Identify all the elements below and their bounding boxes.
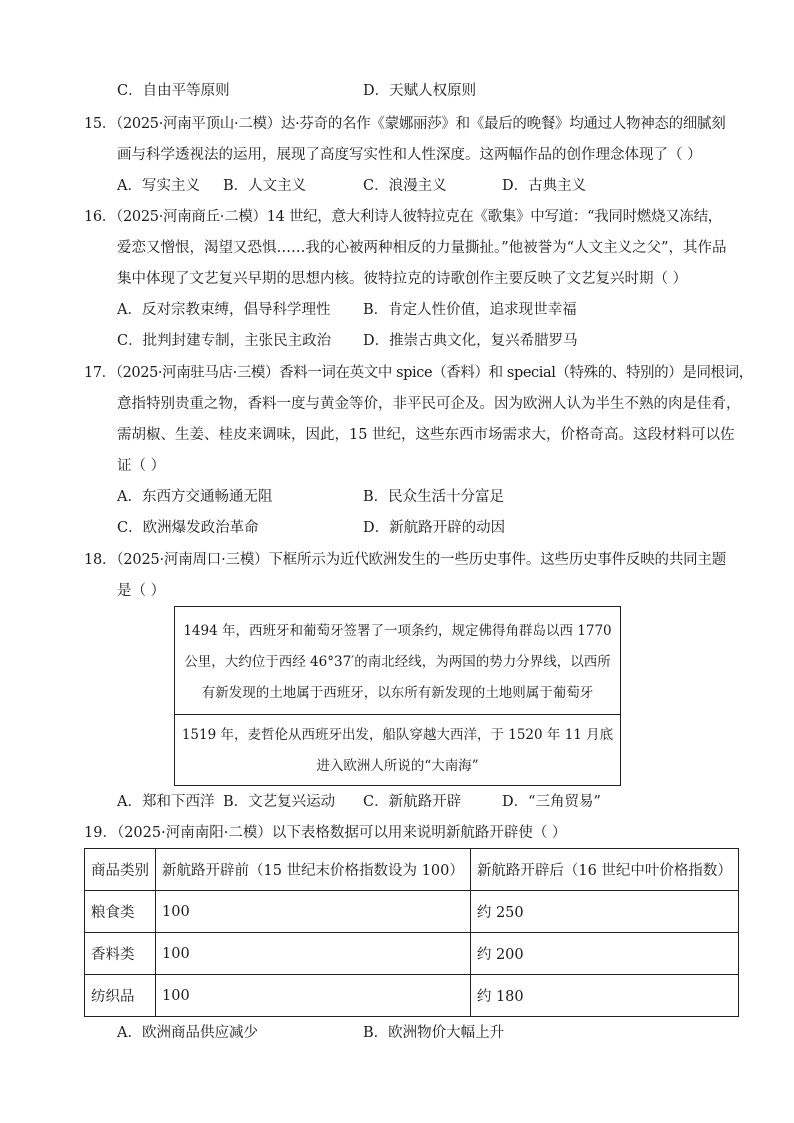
- q18-event-divider: [175, 714, 620, 782]
- q15-option-a: A．写实主义: [117, 178, 200, 194]
- table-header-cell: 商品类别: [85, 849, 156, 891]
- q17-option-a: A．东西方交通畅通无阻: [117, 489, 273, 505]
- q18-event2-line2: 进入欧洲人所说的“大南海”: [316, 758, 479, 774]
- q15-option-d: D．古典主义: [502, 178, 587, 194]
- q14-option-c: C．自由平等原则: [117, 83, 230, 99]
- table-cell: 约 180: [470, 975, 738, 1017]
- q18-event-box: [174, 606, 621, 786]
- q19-option-a: A．欧洲商品供应减少: [117, 1025, 258, 1041]
- q16-stem-line2: 爱恋又憎恨，渴望又恐惧……我的心被两种相反的力量撕扯。”他被誉为“人文主义之父”，其作品: [117, 240, 727, 256]
- q17-stem-line4: 证（ ）: [117, 458, 166, 474]
- q17-option-d: D．新航路开辟的动因: [363, 520, 506, 536]
- q16-option-a: A．反对宗教束缚，倡导科学理性: [117, 302, 331, 318]
- table-cell: 纺织品: [85, 975, 156, 1017]
- table-header-row: [85, 849, 739, 891]
- q17-stem-line3: 需胡椒、生姜、桂皮来调味，因此，15 世纪，这些东西市场需求大，价格奇高。这段材料可以佐: [117, 427, 735, 443]
- table-row: [85, 975, 739, 1017]
- table-cell: 约 250: [470, 891, 738, 933]
- q18-event2-line1: 1519 年，麦哲伦从西班牙出发，船队穿越大西洋，于 1520 年 11 月底: [181, 727, 614, 743]
- q18-event1-line1: 1494 年，西班牙和葡萄牙签署了一项条约，规定佛得角群岛以西 1770: [183, 623, 612, 639]
- q19-stem-line1: 19．（2025·河南南阳·二模）以下表格数据可以用来说明新航路开辟使（ ）: [84, 825, 567, 841]
- q18-stem-line1: 18．（2025·河南周口·三模）下框所示为近代欧洲发生的一些历史事件。这些历史事件反映的共同主题: [84, 552, 727, 568]
- q16-stem-line3: 集中体现了文艺复兴早期的思想内核。彼特拉克的诗歌创作主要反映了文艺复兴时期（ ）: [117, 271, 688, 287]
- q17-stem-line2: 意指特别贵重之物，香料一度与黄金等价，非平民可企及。因为欧洲人认为半生不熟的肉是佳肴，: [117, 396, 741, 412]
- q16-stem-line1: 16．（2025·河南商丘·二模）14 世纪，意大利诗人彼特拉克在《歌集》中写道：“我同时燃烧又冻结，: [84, 209, 722, 225]
- q18-event1-line3: 有新发现的土地属于西班牙，以东所有新发现的土地则属于葡萄牙: [201, 685, 594, 701]
- q17-option-b: B．民众生活十分富足: [363, 489, 505, 505]
- q18-option-a: A．郑和下西洋: [117, 794, 215, 810]
- table-header-cell: 新航路开辟前（15 世纪末价格指数设为 100）: [156, 849, 471, 891]
- q18-stem-line2: 是（ ）: [117, 583, 166, 599]
- q19-price-table: [84, 848, 739, 1017]
- q15-stem-line1: 15．（2025·河南平顶山·二模）达·芬奇的名作《蒙娜丽莎》和《最后的晚餐》均通过人物神态的细腻刻: [84, 116, 726, 132]
- table-header-cell: 新航路开辟后（16 世纪中叶价格指数）: [470, 849, 738, 891]
- q17-stem-line1: 17．（2025·河南驻马店·三模）香料一词在英文中 spice（香料）和 special（特殊的、特别的）是同根词，: [84, 365, 753, 381]
- q18-option-c: C．新航路开辟: [363, 794, 462, 810]
- q18-option-b: B．文艺复兴运动: [223, 794, 336, 810]
- q17-option-c: C．欧洲爆发政治革命: [117, 520, 259, 536]
- table-row: [85, 891, 739, 933]
- q16-option-b: B．肯定人性价值，追求现世幸福: [363, 302, 577, 318]
- table-cell: 100: [156, 933, 471, 975]
- q18-event1-line2: 公里，大约位于西经 46°37′的南北经线，为两国的势力分界线，以西所: [184, 654, 611, 670]
- q19-option-b: B．欧洲物价大幅上升: [363, 1025, 505, 1041]
- q16-option-d: D．推崇古典文化，复兴希腊罗马: [363, 333, 578, 349]
- q15-option-c: C．浪漫主义: [363, 178, 447, 194]
- q15-stem-line2: 画与科学透视法的运用，展现了高度写实性和人性深度。这两幅作品的创作理念体现了（ ）: [117, 147, 702, 163]
- q16-option-c: C．批判封建专制，主张民主政治: [117, 333, 332, 349]
- table-cell: 100: [156, 975, 471, 1017]
- table-cell: 约 200: [470, 933, 738, 975]
- table-cell: 100: [156, 891, 471, 933]
- table-row: [85, 933, 739, 975]
- q18-option-d: D．“三角贸易”: [502, 794, 601, 810]
- table-cell: 香料类: [85, 933, 156, 975]
- q15-option-b: B．人文主义: [223, 178, 307, 194]
- q14-option-d: D．天赋人权原则: [363, 83, 477, 99]
- table-cell: 粮食类: [85, 891, 156, 933]
